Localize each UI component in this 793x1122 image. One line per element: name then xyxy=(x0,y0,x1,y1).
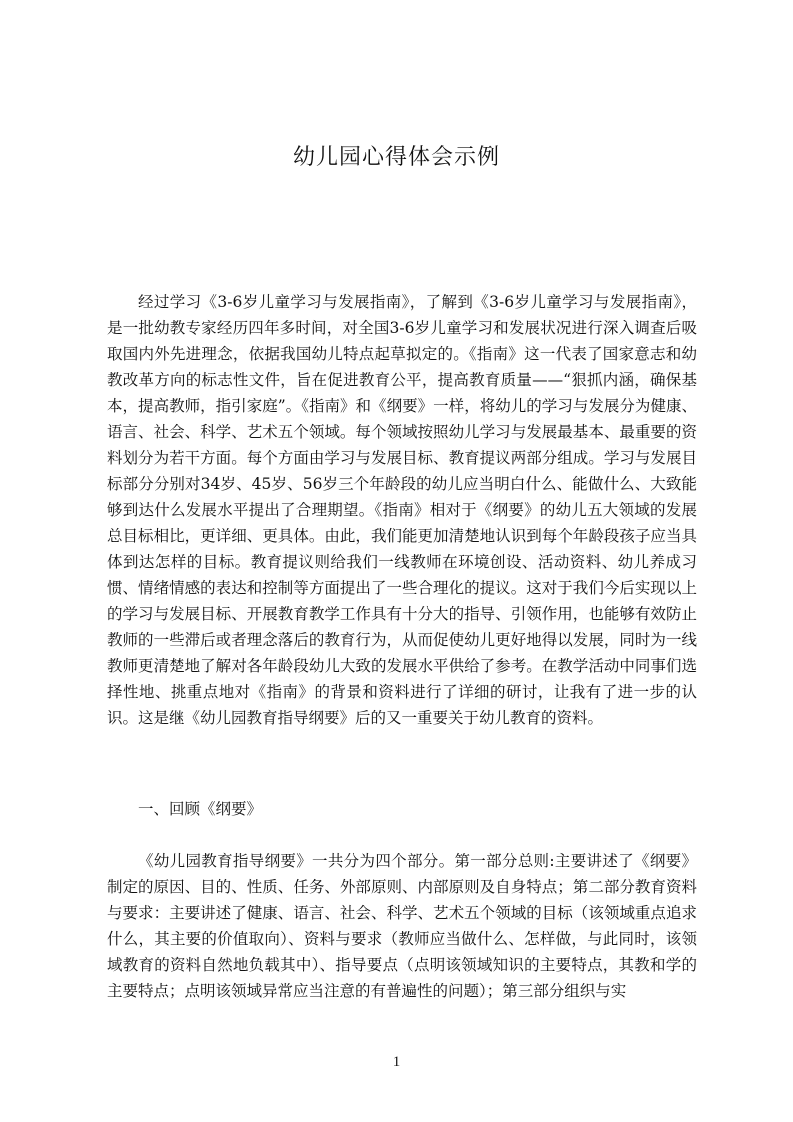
document-title: 幼儿园心得体会示例 xyxy=(292,145,500,170)
section-heading-review-outline: 一、回顾《纲要》 xyxy=(138,800,263,818)
body-paragraph-outline-summary: 《幼儿园教育指导纲要》一共分为四个部分。第一部分总则:主要讲述了《纲要》制定的原因、目的、性质、任务、外部原则、内部原则及自身特点；第二部分教育资料与要求：主要讲述了健康、语言、社会、科学、艺术五个领域的目标（该领域重点追求什么，其主要的价值取向）、资料与要求（教师应当做什么、怎样做，与此同时，该领域教育的资料自然地负载其中）、指导要点（点明该领域知识的主要特点，其教和学的主要特点；点明该领域异常应当注意的有普遍性的问题）；第三部分组织与实 xyxy=(107,852,697,1000)
page-number: 1 xyxy=(392,1054,401,1070)
body-paragraph-intro: 经过学习《3-6岁儿童学习与发展指南》，了解到《3-6岁儿童学习与发展指南》，是一批幼教专家经历四年多时间，对全国3-6岁儿童学习和发展状况进行深入调查后吸取国内外先进理念，依据我国幼儿特点起草拟定的。《指南》这一代表了国家意志和幼教改革方向的标志性文件，旨在促进教育公平，提高教育质量——“狠抓内涵，确保基本，提高教师，指引家庭”。《指南》和《纲要》一样，将幼儿的学习与发展分为健康、语言、社会、科学、艺术五个领域。每个领域按照幼儿学习与发展最基本、最重要的资料划分为若干方面。每个方面由学习与发展目标、教育提议两部分组成。学习与发展目标部分分别对34岁、45岁、56岁三个年龄段的幼儿应当明白什么、能做什么、大致能够到达什么发展水平提出了合理期望。《指南》相对于《纲要》的幼儿五大领域的发展总目标相比，更详细、更具体。由此，我们能更加清楚地认识到每个年龄段孩子应当具体到达怎样的目标。教育提议则给我们一线教师在环境创设、活动资料、幼儿养成习惯、情绪情感的表达和控制等方面提出了一些合理化的提议。这对于我们今后实现以上的学习与发展目标、开展教育教学工作具有十分大的指导、引领作用，也能够有效防止教师的一些滞后或者理念落后的教育行为，从而促使幼儿更好地得以发展，同时为一线教师更清楚地了解对各年龄段幼儿大致的发展水平供给了参考。在教学活动中同事们选择性地、挑重点地对《指南》的背景和资料进行了详细的研讨，让我有了进一步的认识。这是继《幼儿园教育指导纲要》后的又一重要关于幼儿教育的资料。 xyxy=(107,293,697,727)
